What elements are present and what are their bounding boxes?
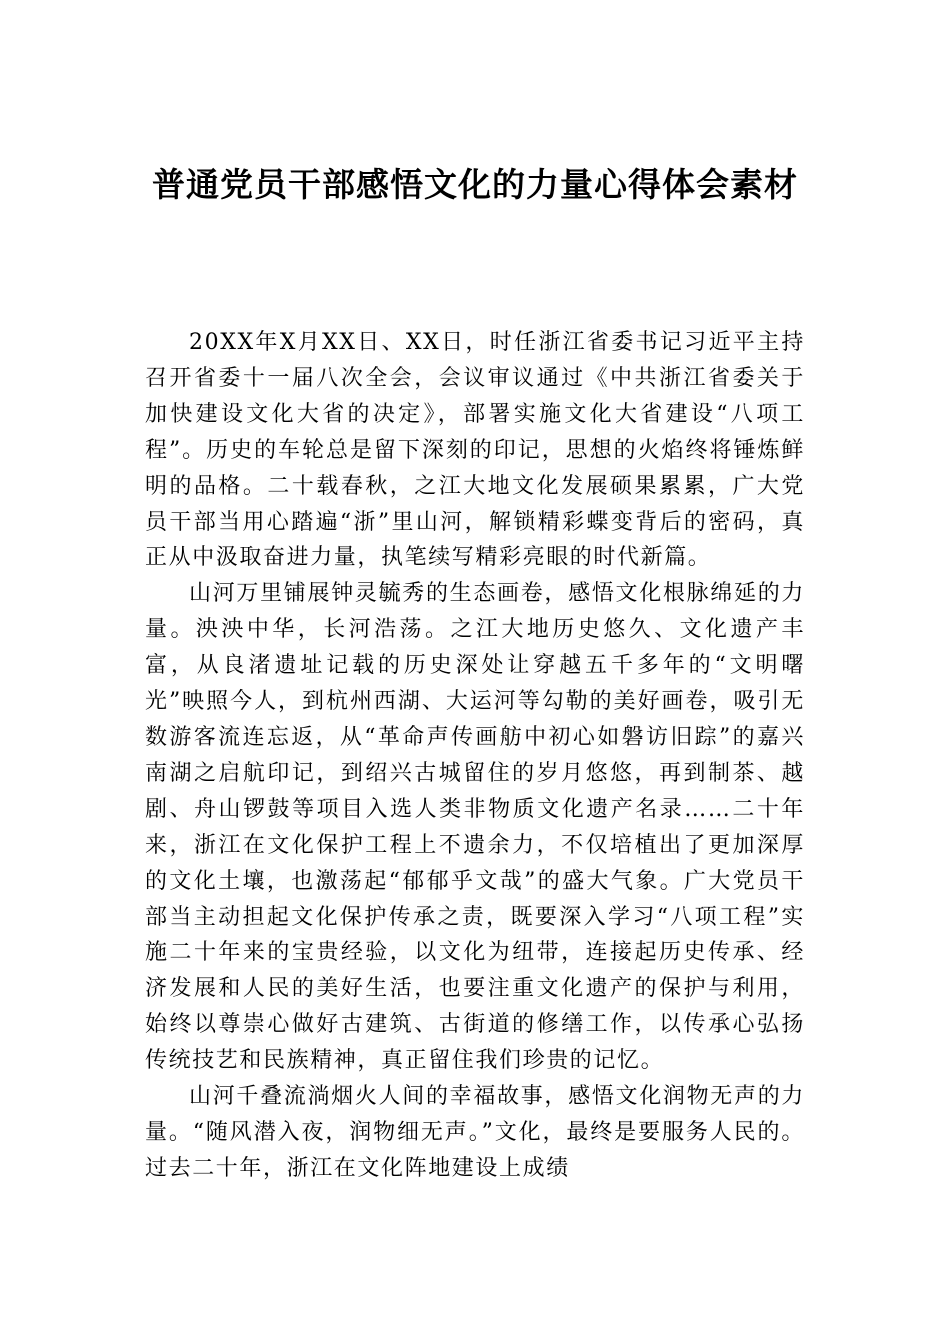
paragraph-3: 山河千叠流淌烟火人间的幸福故事，感悟文化润物无声的力量。“随风潜入夜，润物细无声。”文化，最终是要服务人民的。过去二十年，浙江在文化阵地建设上成绩 [145, 1084, 805, 1181]
document-body [145, 325, 805, 1187]
document-title: 普通党员干部感悟文化的力量心得体会素材 [152, 165, 798, 204]
paragraph-2: 山河万里铺展钟灵毓秀的生态画卷，感悟文化根脉绵延的力量。泱泱中华，长河浩荡。之江大地历史悠久、文化遗产丰富，从良渚遗址记载的历史深处让穿越五千多年的“文明曙光”映照今人，到杭州西湖、大运河等勾勒的美好画卷，吸引无数游客流连忘返，从“革命声传画舫中初心如磐访旧踪”的嘉兴南湖之启航印记，到绍兴古城留住的岁月悠悠，再到制茶、越剧、舟山锣鼓等项目入选人类非物质文化遗产名录……二十年来，浙江在文化保护工程上不遗余力，不仅培植出了更加深厚的文化土壤，也激荡起“郁郁乎文哉”的盛大气象。广大党员干部当主动担起文化保护传承之责，既要深入学习“八项工程”实施二十年来的宝贵经验，以文化为纽带，连接起历史传承、经济发展和人民的美好生活，也要注重文化遗产的保护与利用，始终以尊崇心做好古建筑、古街道的修缮工作，以传承心弘扬传统技艺和民族精神，真正留住我们珍贵的记忆。 [145, 581, 805, 1074]
paragraph-1: 20XX年X月XX日、XX日，时任浙江省委书记习近平主持召开省委十一届八次全会，会议审议通过《中共浙江省委关于加快建设文化大省的决定》，部署实施文化大省建设“八项工程”。历史的车轮总是留下深刻的印记，思想的火焰终将锤炼鲜明的品格。二十载春秋，之江大地文化发展硕果累累，广大党员干部当用心踏遍“浙”里山河，解锁精彩蝶变背后的密码，真正从中汲取奋进力量，执笔续写精彩亮眼的时代新篇。 [145, 330, 805, 571]
